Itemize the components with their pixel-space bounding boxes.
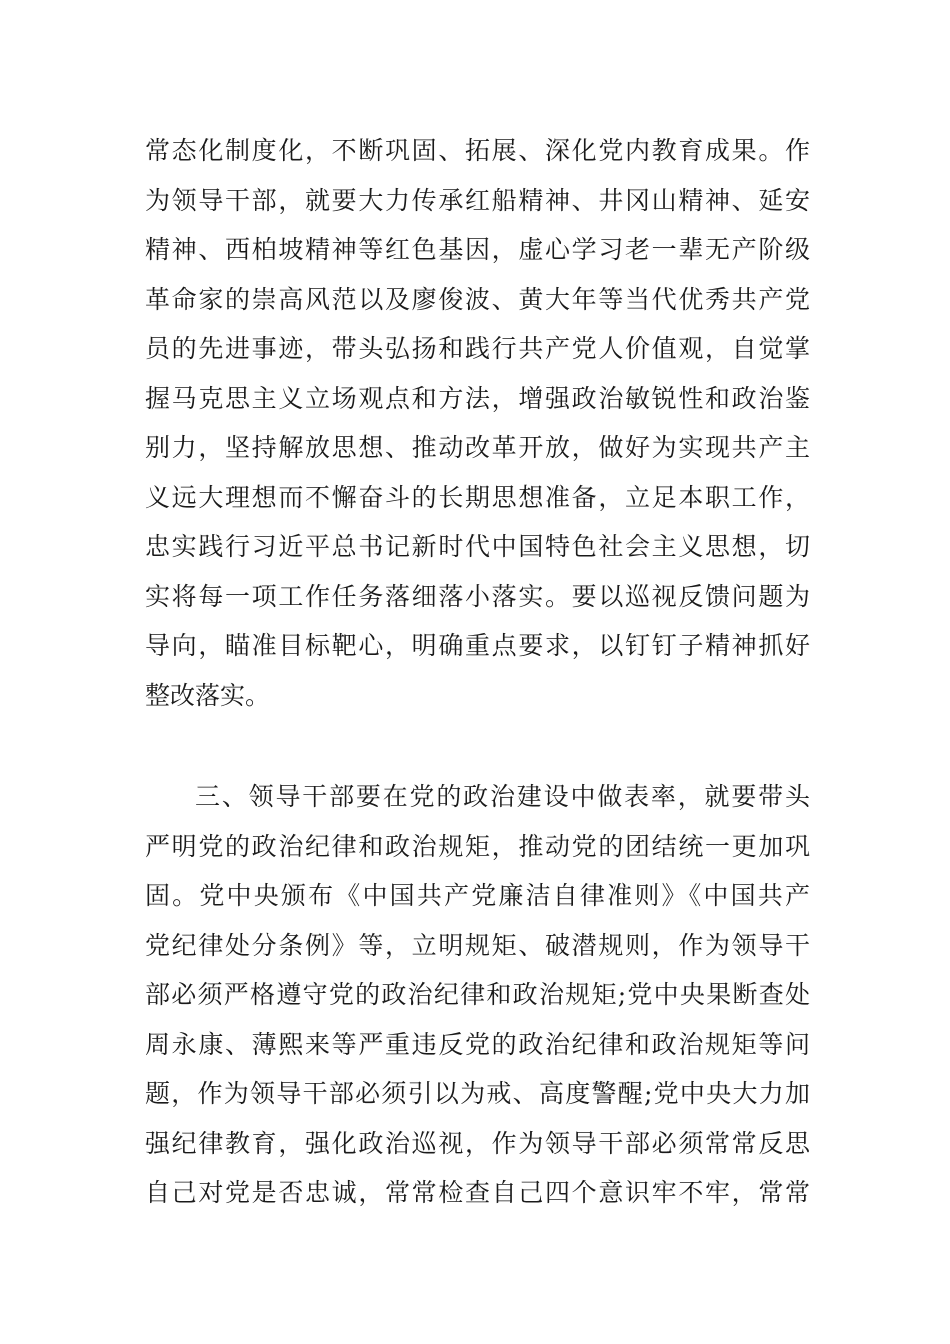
text-line: 导向，瞄准目标靶心，明确重点要求，以钉钉子精神抓好 bbox=[145, 631, 810, 660]
paragraph-continued-body bbox=[145, 126, 810, 720]
text-line: 精神、西柏坡精神等红色基因，虚心学习老一辈无产阶级 bbox=[145, 235, 810, 264]
text-line: 常态化制度化，不断巩固、拓展、深化党内教育成果。作 bbox=[145, 136, 810, 165]
text-line: 革命家的崇高风范以及廖俊波、黄大年等当代优秀共产党 bbox=[145, 284, 810, 314]
text-line: 强纪律教育，强化政治巡视，作为领导干部必须常常反思 bbox=[145, 1128, 810, 1158]
paragraph-section-three bbox=[145, 772, 810, 1218]
text-line: 整改落实。 bbox=[145, 680, 271, 710]
text-line: 为领导干部，就要大力传承红船精神、井冈山精神、延安 bbox=[145, 185, 810, 215]
text-line: 部必须严格遵守党的政治纪律和政治规矩;党中央果断查处 bbox=[145, 980, 810, 1009]
text-line: 自己对党是否忠诚，常常检查自己四个意识牢不牢，常常 bbox=[145, 1178, 810, 1207]
text-line: 严明党的政治纪律和政治规矩，推动党的团结统一更加巩 bbox=[145, 831, 810, 861]
text-line: 员的先进事迹，带头弘扬和践行共产党人价值观，自觉掌 bbox=[145, 334, 810, 363]
text-line: 别力，坚持解放思想、推动改革开放，做好为实现共产主 bbox=[145, 433, 810, 462]
text-line: 固。党中央颁布《中国共产党廉洁自律准则》《中国共产 bbox=[145, 881, 810, 910]
text-line: 忠实践行习近平总书记新时代中国特色社会主义思想，切 bbox=[145, 532, 810, 561]
text-line: 握马克思主义立场观点和方法，增强政治敏锐性和政治鉴 bbox=[145, 383, 810, 413]
text-line: 三、领导干部要在党的政治建设中做表率，就要带头 bbox=[195, 782, 810, 811]
text-line: 义远大理想而不懈奋斗的长期思想准备，立足本职工作， bbox=[145, 482, 810, 512]
text-line: 周永康、薄熙来等严重违反党的政治纪律和政治规矩等问 bbox=[145, 1029, 810, 1059]
text-line: 题，作为领导干部必须引以为戒、高度警醒;党中央大力加 bbox=[145, 1079, 810, 1108]
text-line: 党纪律处分条例》等，立明规矩、破潜规则，作为领导干 bbox=[145, 930, 810, 960]
text-line: 实将每一项工作任务落细落小落实。要以巡视反馈问题为 bbox=[145, 581, 810, 611]
